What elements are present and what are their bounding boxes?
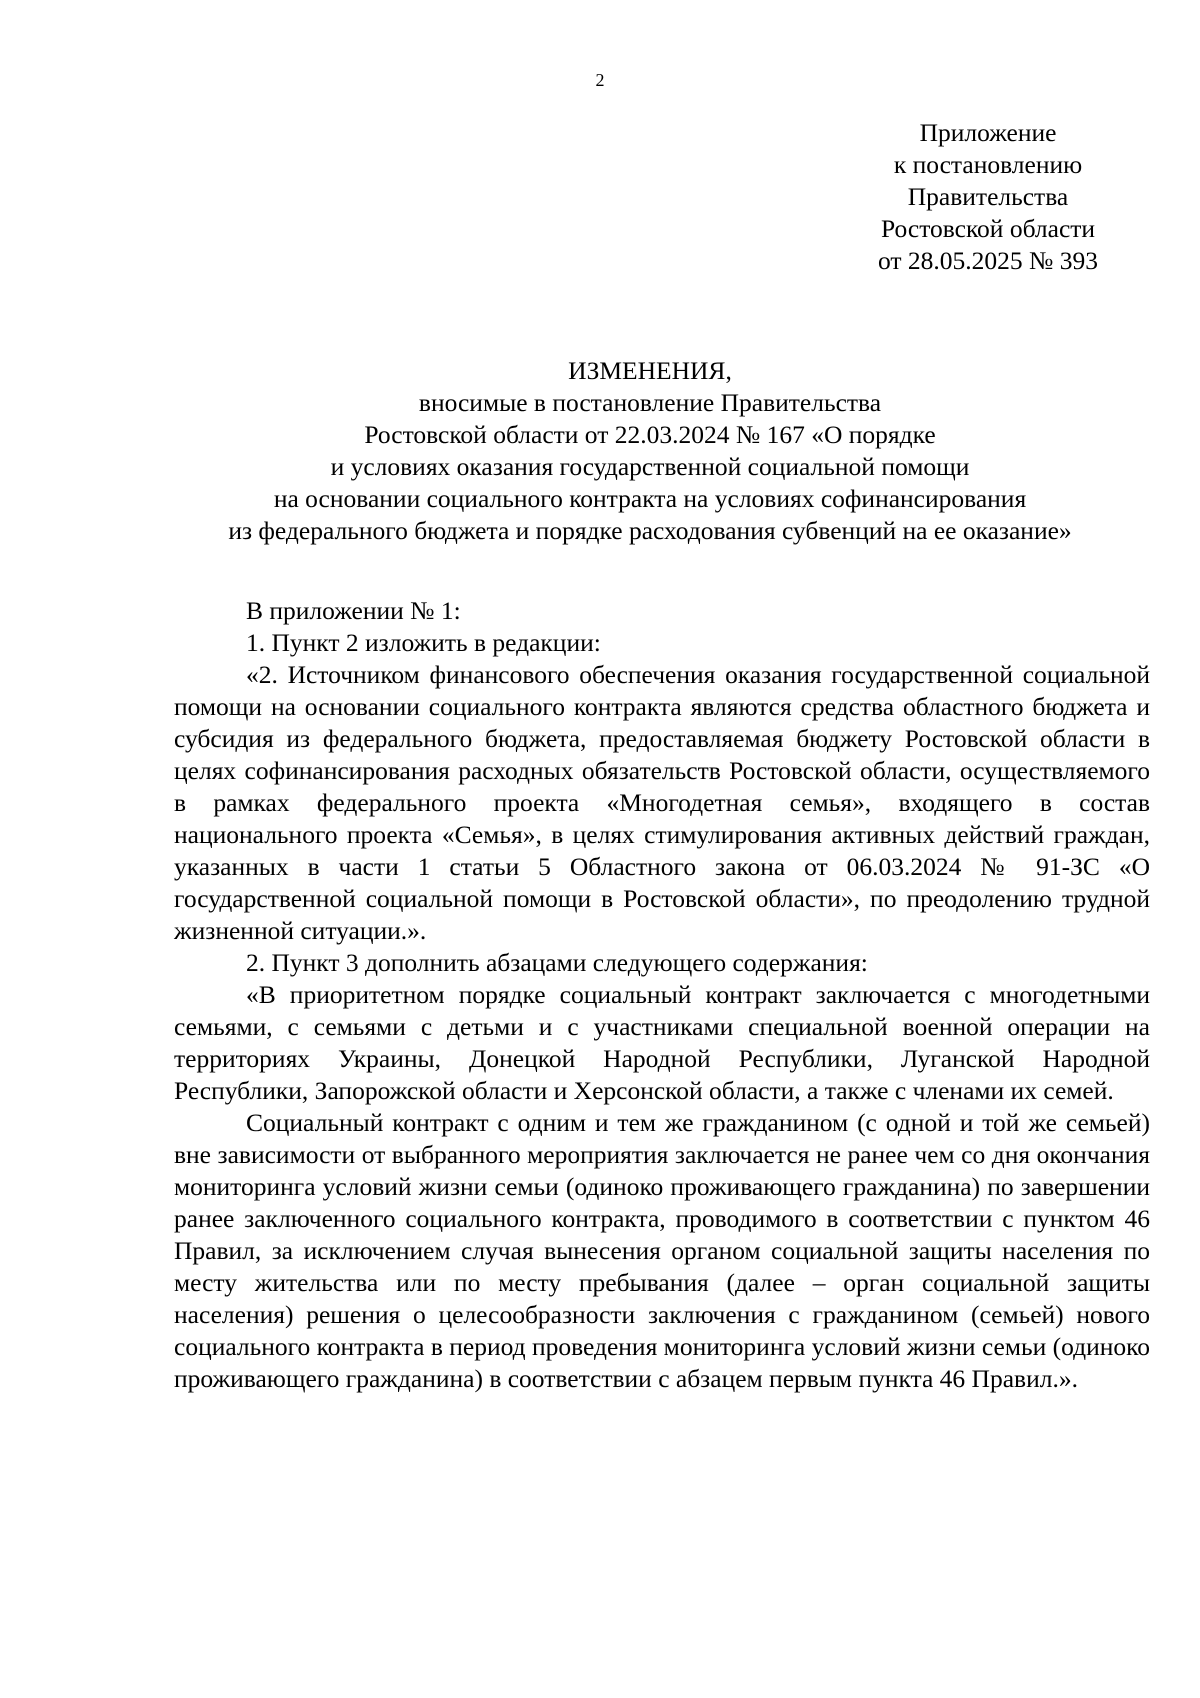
body-paragraph: 1. Пункт 2 изложить в редакции: [246, 628, 601, 657]
title-heading: ИЗМЕНЕНИЯ, [568, 356, 732, 385]
approval-line: к постановлению [893, 150, 1083, 179]
title-line: Ростовской области от 22.03.2024 № 167 «О порядке [364, 420, 936, 449]
page-number: 2 [595, 70, 605, 90]
approval-line: Ростовской области [880, 214, 1096, 243]
title-line: на основании социального контракта на условиях софинансирования [273, 484, 1027, 513]
title-line: вносимые в постановление Правительства [418, 388, 882, 417]
title-line: и условиях оказания государственной социальной помощи [330, 452, 970, 481]
document-body [174, 595, 1150, 1395]
approval-line: Приложение [919, 118, 1057, 147]
body-paragraph: «2. Источником финансового обеспечения оказания государственной социальной помощи на основании социального контракта являются средства областного бюджета и субсидия из федерального бюджета, предоставляемая бюджету Ростовской области в целях софинансирования расходных обязательств Ростовской области, осуществляемого в рамках федерального проекта «Многодетная семья», входящего в состав национального проекта «Семья», в целях стимулирования активных действий граждан, указанных в части 1 статьи 5 Областного закона от 06.03.2024 № 91-ЗС «О государственной социальной помощи в Ростовской области», по преодолению трудной жизненной ситуации.». [174, 660, 1150, 945]
body-paragraph: 2. Пункт 3 дополнить абзацами следующего содержания: [246, 948, 868, 977]
body-paragraph: Социальный контракт с одним и тем же гражданином (с одной и той же семьей) вне зависимости от выбранного мероприятия заключается не ранее чем со дня окончания мониторинга условий жизни семьи (одиноко проживающего гражданина) по завершении ранее заключенного социального контракта, проводимого в соответствии с пунктом 46 Правил, за исключением случая вынесения органом социальной защиты населения по месту жительства или по месту пребывания (далее – орган социальной защиты населения) решения о целесообразности заключения с гражданином (семьей) нового социального контракта в период проведения мониторинга условий жизни семьи (одиноко проживающего гражданина) в соответствии с абзацем первым пункта 46 Правил.». [174, 1108, 1150, 1393]
approval-line: Правительства [907, 182, 1069, 211]
title-line: из федерального бюджета и порядке расходования субвенций на ее оказание» [228, 516, 1072, 545]
approval-line: от 28.05.2025 № 393 [877, 246, 1098, 275]
approval-block [838, 117, 1138, 277]
body-paragraph: «В приоритетном порядке социальный контракт заключается с многодетными семьями, с семьями с детьми и с участниками специальной военной операции на территориях Украины, Донецкой Народной Республики, Луганской Народной Республики, Запорожской области и Херсонской области, а также с членами их семей. [174, 980, 1150, 1105]
document-title [100, 355, 1200, 547]
body-paragraph: В приложении № 1: [246, 596, 461, 625]
